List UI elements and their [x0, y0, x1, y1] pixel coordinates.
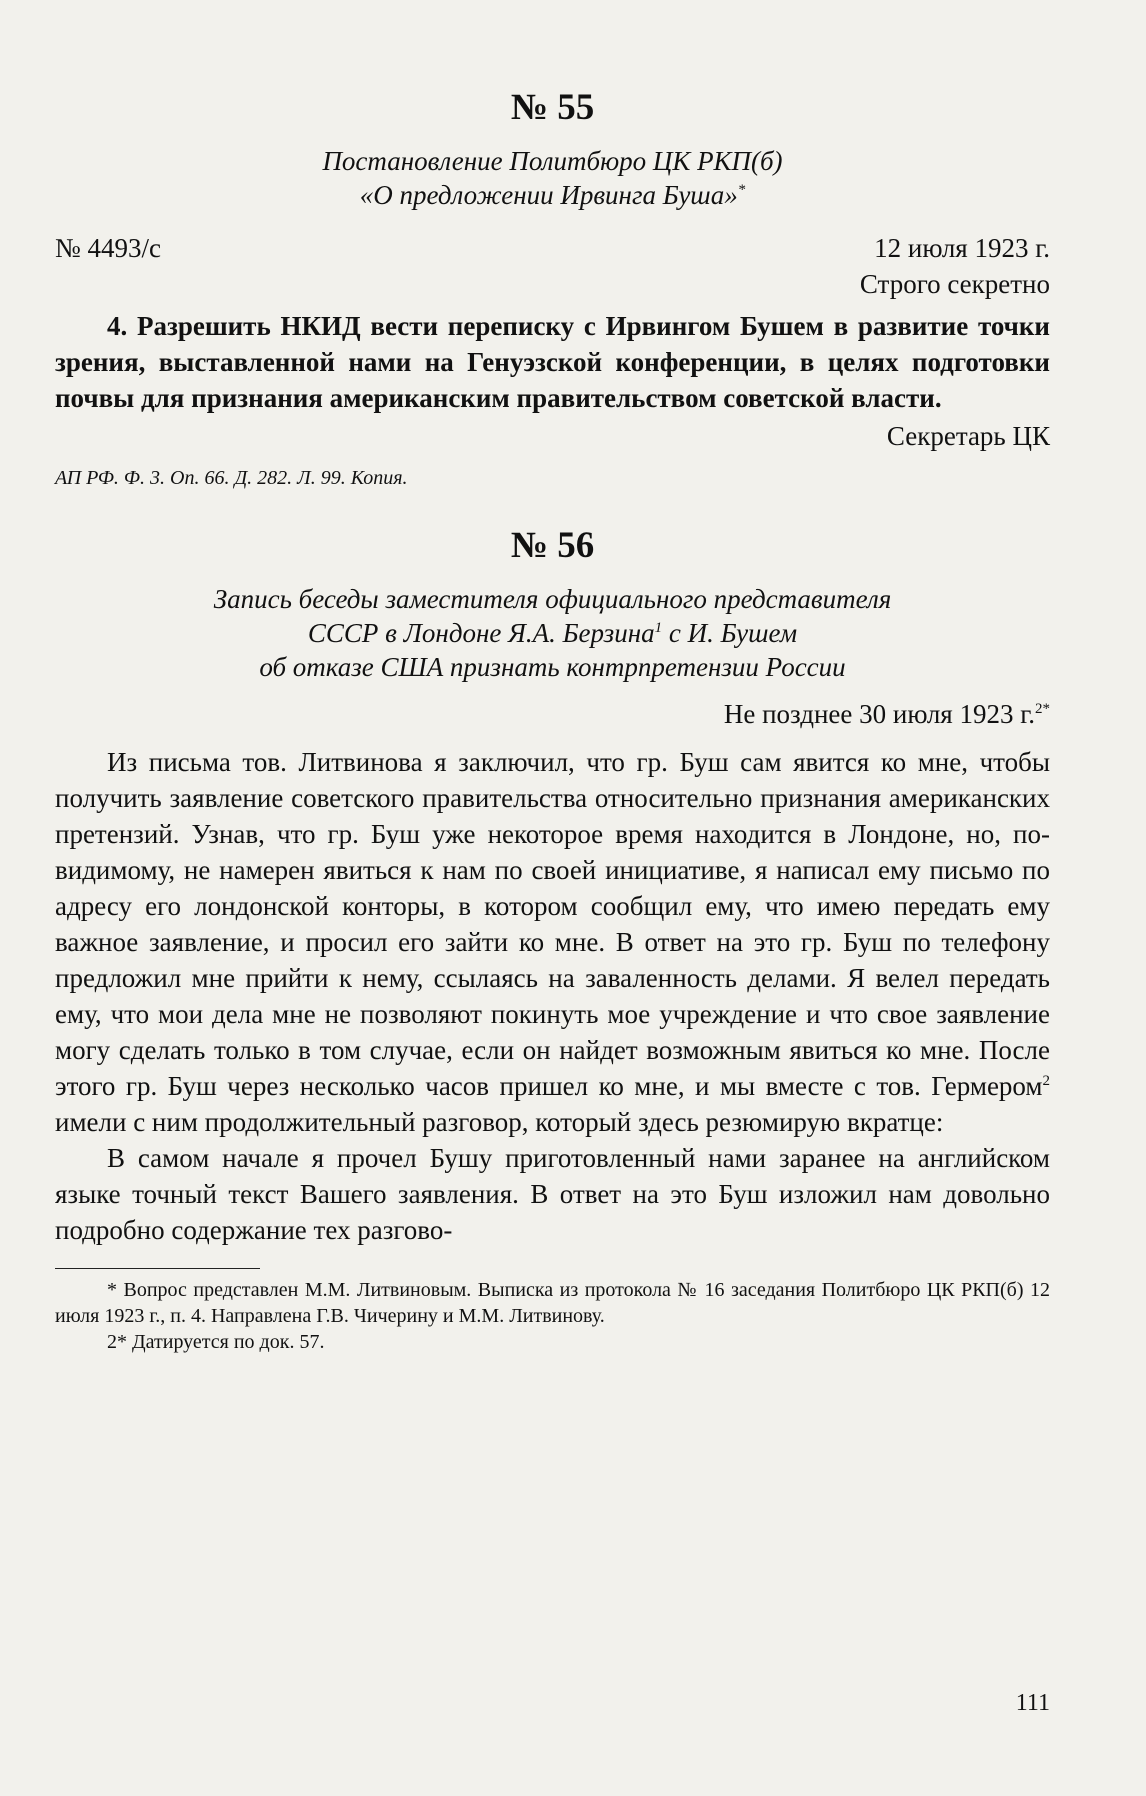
document-55-source: АП РФ. Ф. 3. Оп. 66. Д. 282. Л. 99. Копия.: [55, 467, 408, 489]
document-55-title-line2: [55, 178, 1050, 212]
document-56-title-text-b: с И. Бушем: [662, 618, 798, 648]
document-55-resolution: 4. Разрешить НКИД вести переписку с Ирвингом Бушем в развитие точки зрения, выставленной нами на Генуэзской конференции, в целях подготовки почвы для признания американским правительством советской власти.: [55, 311, 1050, 413]
footnote-marker: 2*: [1035, 701, 1050, 717]
footnote-1: * Вопрос представлен М.М. Литвиновым. Выписка из протокола № 16 заседания Политбюро ЦК РКП(б) 12 июля 1923 г., п. 4. Направлена Г.В. Чичерину и М.М. Литвинову.: [55, 1279, 1050, 1327]
document-55-signature: Секретарь ЦК: [886, 421, 1050, 451]
page-number: 111: [1015, 1690, 1050, 1716]
document-55-title-text: «О предложении Ирвинга Буша»: [359, 180, 738, 210]
document-number-55: № 55: [510, 87, 595, 128]
footnote-marker: 2: [1042, 1073, 1050, 1089]
paragraph-1-text-a: Из письма тов. Литвинова я заключил, что гр. Буш сам явится ко мне, чтобы получить заявление советского правительства относительно признания американских претензий. Узнав, что гр. Буш уже некоторое время находится в Лондоне, но, по-видимому, не намерен явиться к нам по своей инициативе, я написал ему письмо по адресу его лондонской конторы, в котором сообщил ему, что имею передать ему важное заявление, и просил его зайти ко мне. В ответ на это гр. Буш по телефону предложил мне прийти к нему, ссылаясь на заваленность делами. Я велел передать ему, что мои дела мне не позволяют покинуть мое учреждение и что свое заявление могу сделать только в том случае, если он найдет возможным явиться ко мне. После этого гр. Буш через несколько часов пришел ко мне, и мы вместе с тов. Гермером: [55, 747, 1050, 1101]
paragraph-1-text-b: имели с ним продолжительный разговор, который здесь резюмирую вкратце:: [55, 1107, 944, 1137]
document-56-title-line2: [55, 616, 1050, 650]
document-55-header-row: [55, 230, 1050, 266]
document-56-date: [55, 696, 1050, 732]
footnote-marker: *: [737, 182, 746, 198]
footnote-divider: [55, 1268, 260, 1269]
document-55-ref-number: № 4493/с: [55, 233, 161, 263]
document-56-paragraph-2: В самом начале я прочел Бушу приготовленный нами заранее на английском языке точный текст Вашего заявления. В ответ на это Буш изложил нам довольно подробно содержание тех разгово-: [55, 1143, 1050, 1245]
document-56-title-line1: Запись беседы заместителя официального представителя: [213, 584, 892, 614]
document-56-date-text: Не позднее 30 июля 1923 г.: [723, 699, 1035, 729]
document-55-title-line1: Постановление Политбюро ЦК РКП(б): [322, 146, 783, 176]
document-56: [55, 524, 1050, 1248]
document-55-date: 12 июля 1923 г.: [874, 233, 1050, 263]
document-55: [55, 86, 1050, 492]
document-55-classification: Строго секретно: [859, 269, 1050, 299]
footnote-2: 2* Датируется по док. 57.: [107, 1331, 325, 1353]
document-56-title-line3: об отказе США признать контрпретензии России: [259, 652, 846, 682]
document-number-56: № 56: [510, 525, 595, 566]
document-56-paragraph-1: [55, 744, 1050, 1140]
footnote-marker: 1: [654, 620, 663, 636]
document-56-title-text-a: СССР в Лондоне Я.А. Берзина: [307, 618, 655, 648]
